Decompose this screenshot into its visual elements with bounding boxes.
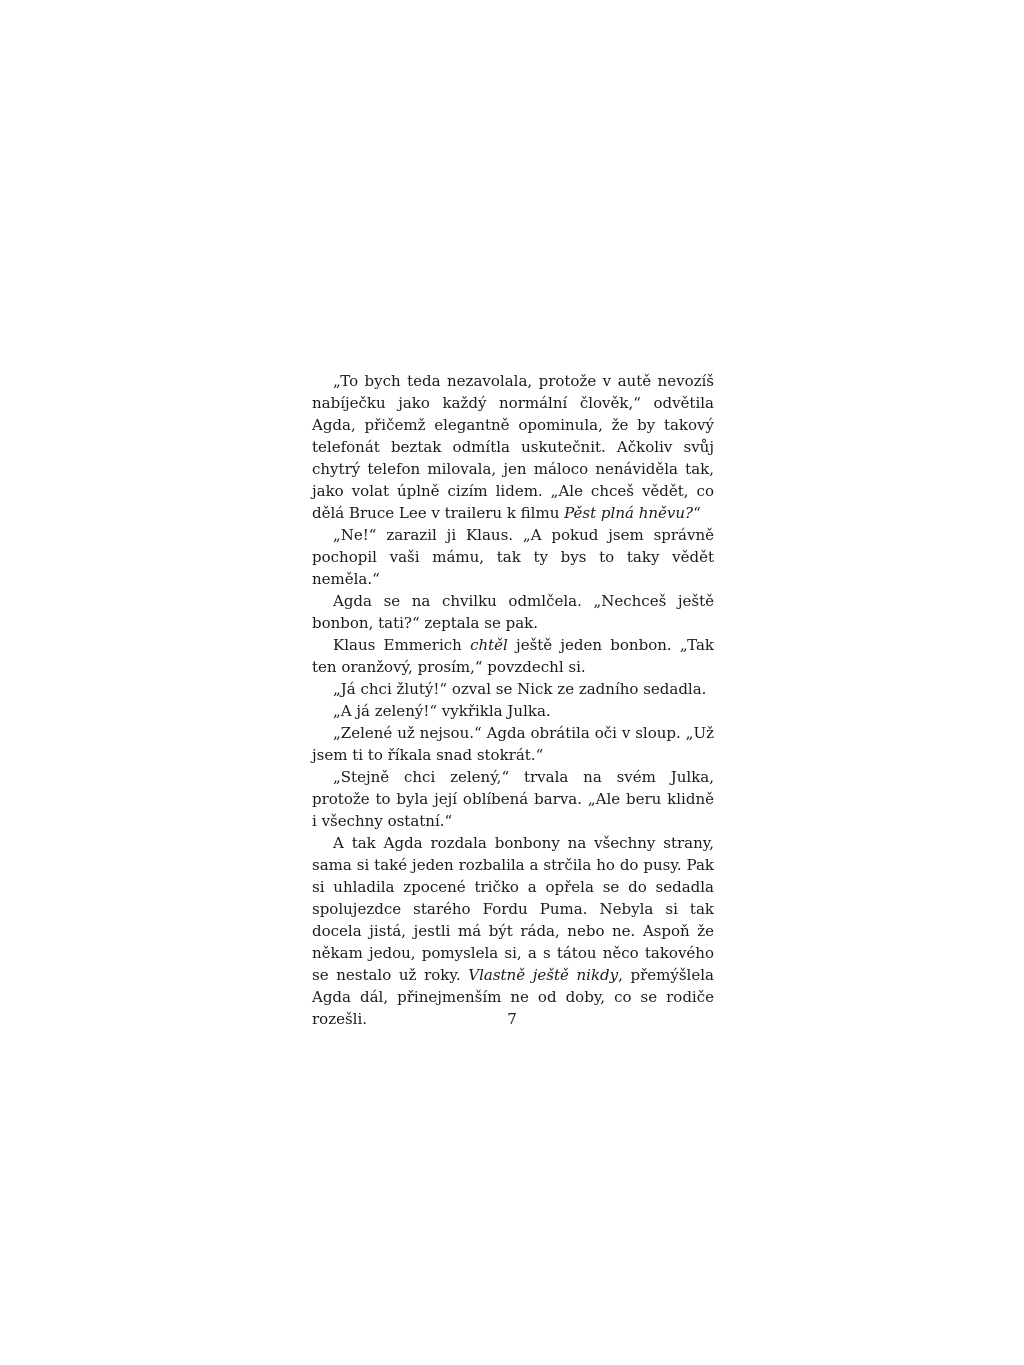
italic-text: Vlastně ještě nikdy (468, 966, 619, 984)
text-run: „Ne!“ zarazil ji Klaus. „A pokud jsem správně pochopil vaši mámu, tak ty bys to taky vědět neměla.“ (312, 526, 714, 588)
paragraph (312, 766, 714, 832)
text-run: ještě jeden bonbon. „Tak ten oranžový, prosím,“ povzdechl si. (312, 636, 714, 676)
text-run: Klaus Emmerich (333, 636, 471, 654)
italic-text: chtěl (470, 636, 508, 654)
paragraph (312, 370, 714, 524)
text-run: Agda se na chvilku odmlčela. „Nechceš ještě bonbon, tati?“ zeptala se pak. (312, 592, 714, 632)
italic-text: Pěst plná hněvu? (564, 504, 694, 522)
text-run: „Stejně chci zelený,“ trvala na svém Julka, protože to byla její oblíbená barva. „Ale beru klidně i všechny ostatní.“ (312, 768, 714, 830)
paragraph (312, 678, 714, 700)
text-run: „To bych teda nezavolala, protože v autě nevozíš nabíječku jako každý normální člověk,“ odvětila Agda, přičemž elegantně opominula, že by takový telefonát beztak odmítla uskutečnit. Ačkoliv svůj chytrý telefon milovala, jen máloco nenáviděla tak, jako volat úplně cizím lidem. „Ale chceš vědět, co dělá Bruce Lee v traileru k filmu (312, 372, 714, 522)
paragraph (312, 590, 714, 634)
page-number: 7 (507, 1010, 517, 1028)
text-run: A tak Agda rozdala bonbony na všechny strany, sama si také jeden rozbalila a strčila ho do pusy. Pak si uhladila zpocené tričko a opřela se do sedadla spolujezdce starého Fordu Puma. Nebyla si tak docela jistá, jestli má být ráda, nebo ne. Aspoň že někam jedou, pomyslela si, a s tátou něco takového se nestalo už roky. (312, 834, 714, 984)
paragraph (312, 634, 714, 678)
text-run: „A já zelený!“ vykřikla Julka. (333, 702, 551, 720)
text-run: “ (693, 504, 701, 522)
paragraph (312, 722, 714, 766)
paragraph (312, 524, 714, 590)
paragraph (312, 700, 714, 722)
text-run: „Zelené už nejsou.“ Agda obrátila oči v sloup. „Už jsem ti to říkala snad stokrát.“ (312, 724, 714, 764)
body-text (312, 370, 714, 1030)
paragraph (312, 832, 714, 1030)
text-run: , přemýšlela Agda dál, přinejmenším ne od doby, co se rodiče rozešli. (312, 966, 714, 1028)
text-run: „Já chci žlutý!“ ozval se Nick ze zadního sedadla. (333, 680, 707, 698)
